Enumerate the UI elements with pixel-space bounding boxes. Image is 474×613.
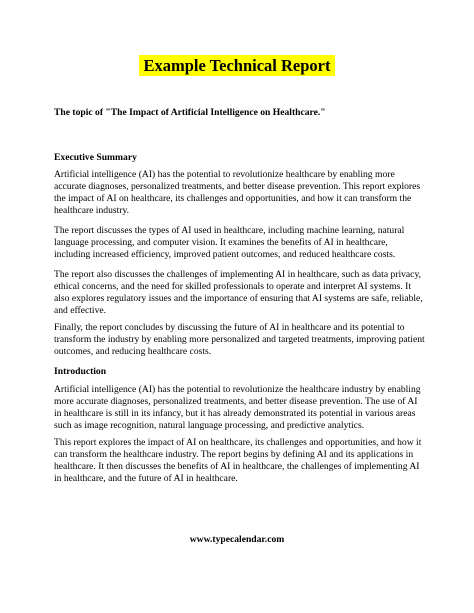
executive-summary-paragraph: Finally, the report concludes by discussing the future of AI in healthcare and its potential to transform the industry by enabling more personalized and targeted treatments, improving patient outcomes, and reducing healthcare costs.: [54, 322, 425, 357]
executive-summary-paragraph: The report also discusses the challenges of implementing AI in healthcare, such as data privacy, ethical concerns, and the need for skilled professionals to operate and interpret AI systems. It also explores regulatory issues and the importance of ensuring that AI systems are safe, reliable, and effective.: [54, 269, 423, 316]
footer-website: www.typecalendar.com: [189, 534, 285, 545]
introduction-paragraph: This report explores the impact of AI on healthcare, its challenges and opportunities, and how it can transform the healthcare industry. The report begins by defining AI and its applications in healthcare. It then discusses the benefits of AI in healthcare, the challenges of implementing AI in healthcare, and the future of AI in healthcare.: [54, 437, 422, 484]
section-heading-introduction: Introduction: [54, 366, 107, 377]
executive-summary-paragraph: Artificial intelligence (AI) has the potential to revolutionize healthcare by enabling more accurate diagnoses, personalized treatments, and better disease prevention. This report explores the impact of AI on healthcare, its challenges and opportunities, and how it can transform the healthcare industry.: [54, 169, 421, 216]
section-heading-executive-summary: Executive Summary: [54, 152, 137, 163]
executive-summary-paragraph: The report discusses the types of AI used in healthcare, including machine learning, natural language processing, and computer vision. It examines the benefits of AI in healthcare, including increased efficiency, improved patient outcomes, and reduced healthcare costs.: [54, 225, 405, 260]
title-area: [0, 55, 474, 76]
introduction-paragraph: Artificial intelligence (AI) has the potential to revolutionize the healthcare industry by enabling more accurate diagnoses, personalized treatments, and better disease prevention. The use of AI in healthcare is still in its infancy, but it has already demonstrated its potential in various areas such as image recognition, natural language processing, and predictive analytics.: [54, 384, 421, 431]
document-title: Example Technical Report: [139, 55, 334, 76]
topic-line: The topic of "The Impact of Artificial Intelligence on Healthcare.": [54, 107, 326, 118]
